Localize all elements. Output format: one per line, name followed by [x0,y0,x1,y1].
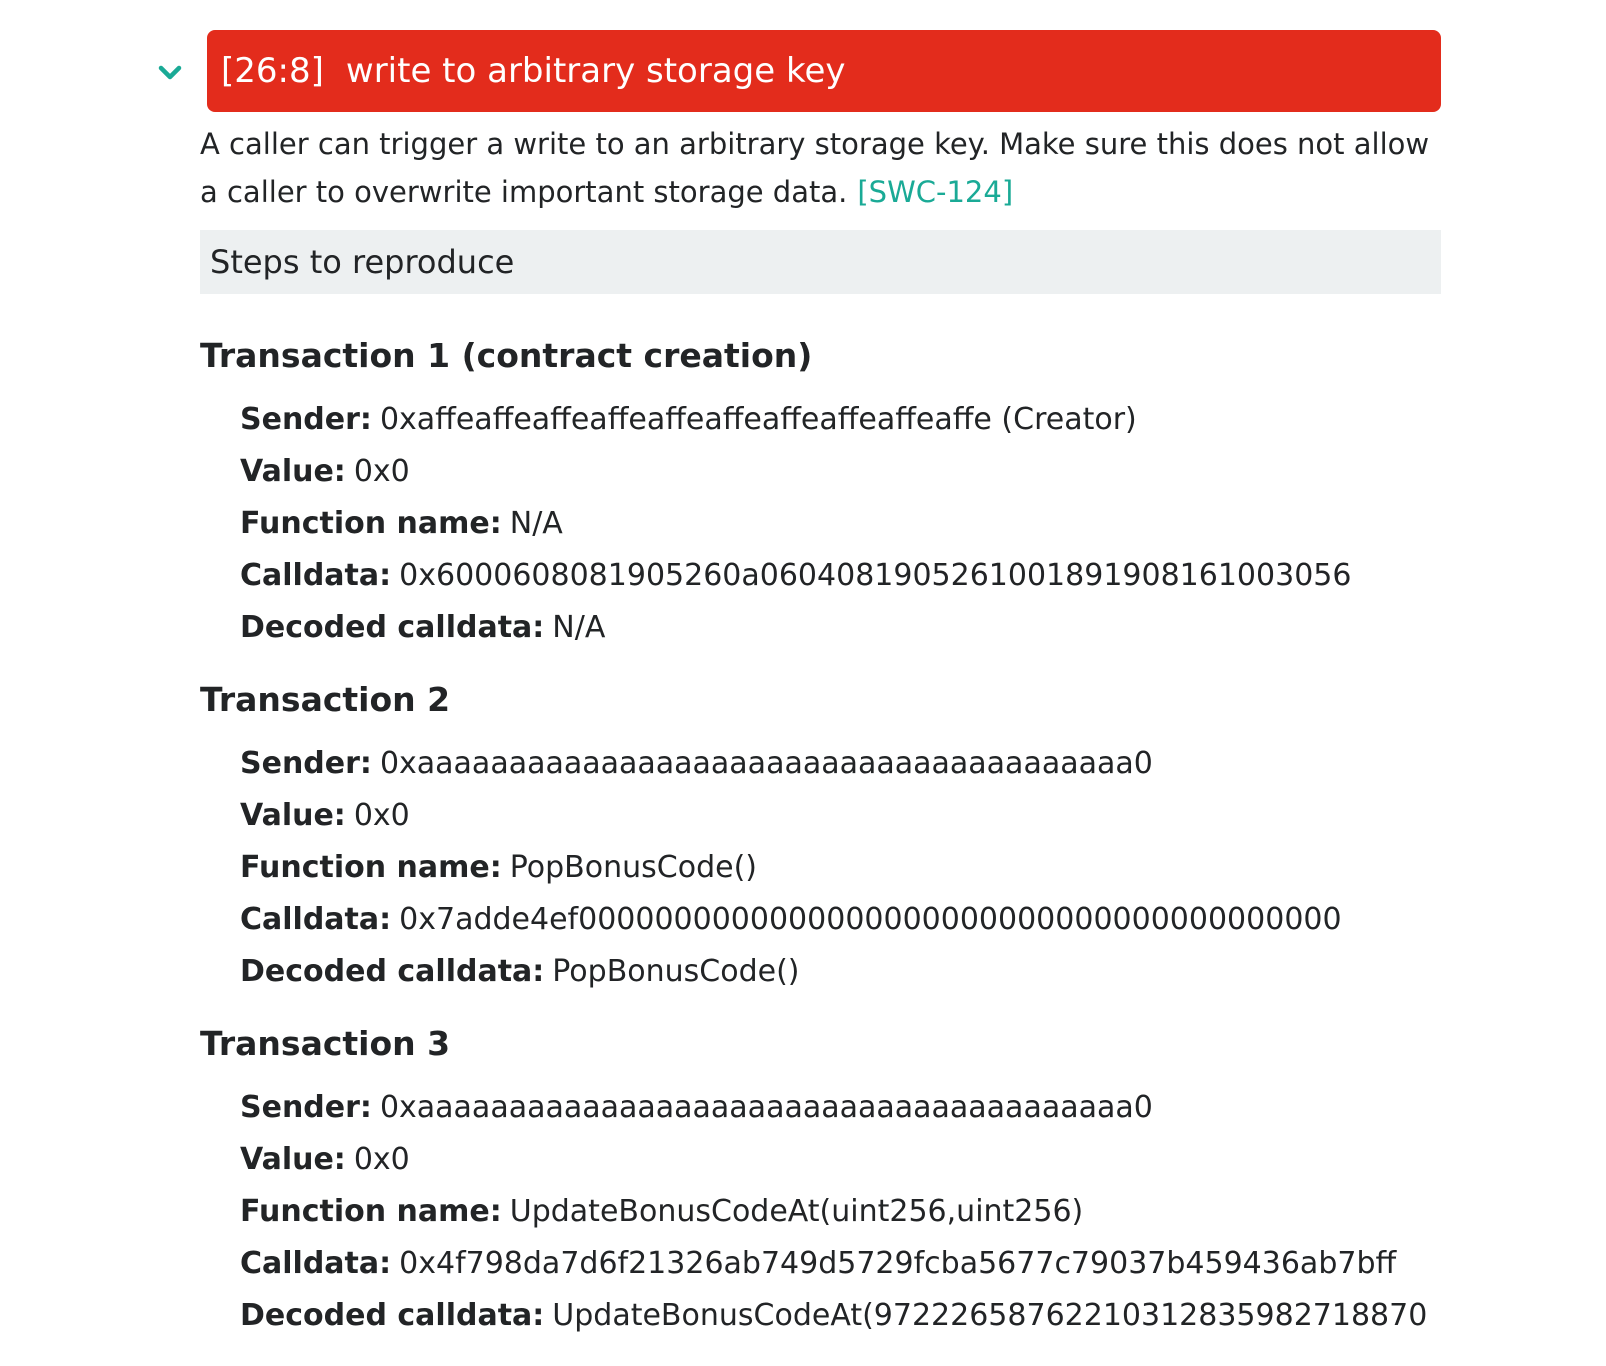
calldata-row [240,550,1441,602]
transaction-details [240,1082,1441,1342]
transaction-title: Transaction 2 [200,680,451,719]
decoded-calldata-label: Decoded calldata: [240,610,545,645]
value-value: 0x0 [353,798,410,833]
function-name-value: PopBonusCode() [509,850,757,885]
decoded-calldata-row [240,602,1441,654]
decoded-calldata-row [240,946,1441,998]
value-label: Value: [240,798,346,833]
issue-location: [26:8] [221,51,324,91]
issue-header[interactable] [207,30,1441,112]
sender-row [240,738,1441,790]
value-row [240,790,1441,842]
calldata-row [240,1238,1441,1290]
transaction-title: Transaction 1 (contract creation) [200,336,813,375]
swc-link[interactable]: [SWC-124] [857,175,1014,209]
calldata-value: 0x7adde4ef0000000000000000000000000000000000000000 [399,902,1342,937]
decoded-calldata-value: N/A [552,610,606,645]
decoded-calldata-label: Decoded calldata: [240,1298,545,1333]
transaction-title: Transaction 3 [200,1024,451,1063]
issue-description-text: A caller can trigger a write to an arbitrary storage key. Make sure this does not allow a caller to overwrite important storage data. [200,127,1430,209]
issue-description [200,120,1441,216]
decoded-calldata-value: PopBonusCode() [552,954,800,989]
function-name-row [240,498,1441,550]
function-name-value: N/A [509,506,563,541]
calldata-label: Calldata: [240,1246,392,1281]
sender-label: Sender: [240,402,372,437]
calldata-row [240,894,1441,946]
chevron-down-icon[interactable] [156,58,184,86]
sender-value: 0xaffeaffeaffeaffeaffeaffeaffeaffeaffeaffe (Creator) [379,402,1137,437]
value-label: Value: [240,1142,346,1177]
value-row [240,1134,1441,1186]
sender-value: 0xaaaaaaaaaaaaaaaaaaaaaaaaaaaaaaaaaaaaaaa0 [379,1090,1153,1125]
calldata-label: Calldata: [240,902,392,937]
decoded-calldata-value: UpdateBonusCodeAt(97222658762210312835982718870 [552,1298,1428,1333]
steps-to-reproduce-header[interactable]: Steps to reproduce [200,230,1441,294]
function-name-label: Function name: [240,850,502,885]
value-value: 0x0 [353,454,410,489]
function-name-row [240,1186,1441,1238]
value-value: 0x0 [353,1142,410,1177]
value-row [240,446,1441,498]
decoded-calldata-row [240,1290,1441,1342]
issue-details [200,120,1441,1342]
function-name-label: Function name: [240,506,502,541]
sender-value: 0xaaaaaaaaaaaaaaaaaaaaaaaaaaaaaaaaaaaaaaa0 [379,746,1153,781]
calldata-value: 0x6000608081905260a0604081905261001891908161003056 [399,558,1352,593]
sender-row [240,394,1441,446]
calldata-label: Calldata: [240,558,392,593]
transaction-details [240,394,1441,654]
sender-row [240,1082,1441,1134]
sender-label: Sender: [240,746,372,781]
function-name-label: Function name: [240,1194,502,1229]
decoded-calldata-label: Decoded calldata: [240,954,545,989]
sender-label: Sender: [240,1090,372,1125]
calldata-value: 0x4f798da7d6f21326ab749d5729fcba5677c79037b459436ab7bff [399,1246,1397,1281]
value-label: Value: [240,454,346,489]
issue-title: write to arbitrary storage key [345,51,846,91]
function-name-row [240,842,1441,894]
function-name-value: UpdateBonusCodeAt(uint256,uint256) [509,1194,1084,1229]
transaction-details [240,738,1441,998]
